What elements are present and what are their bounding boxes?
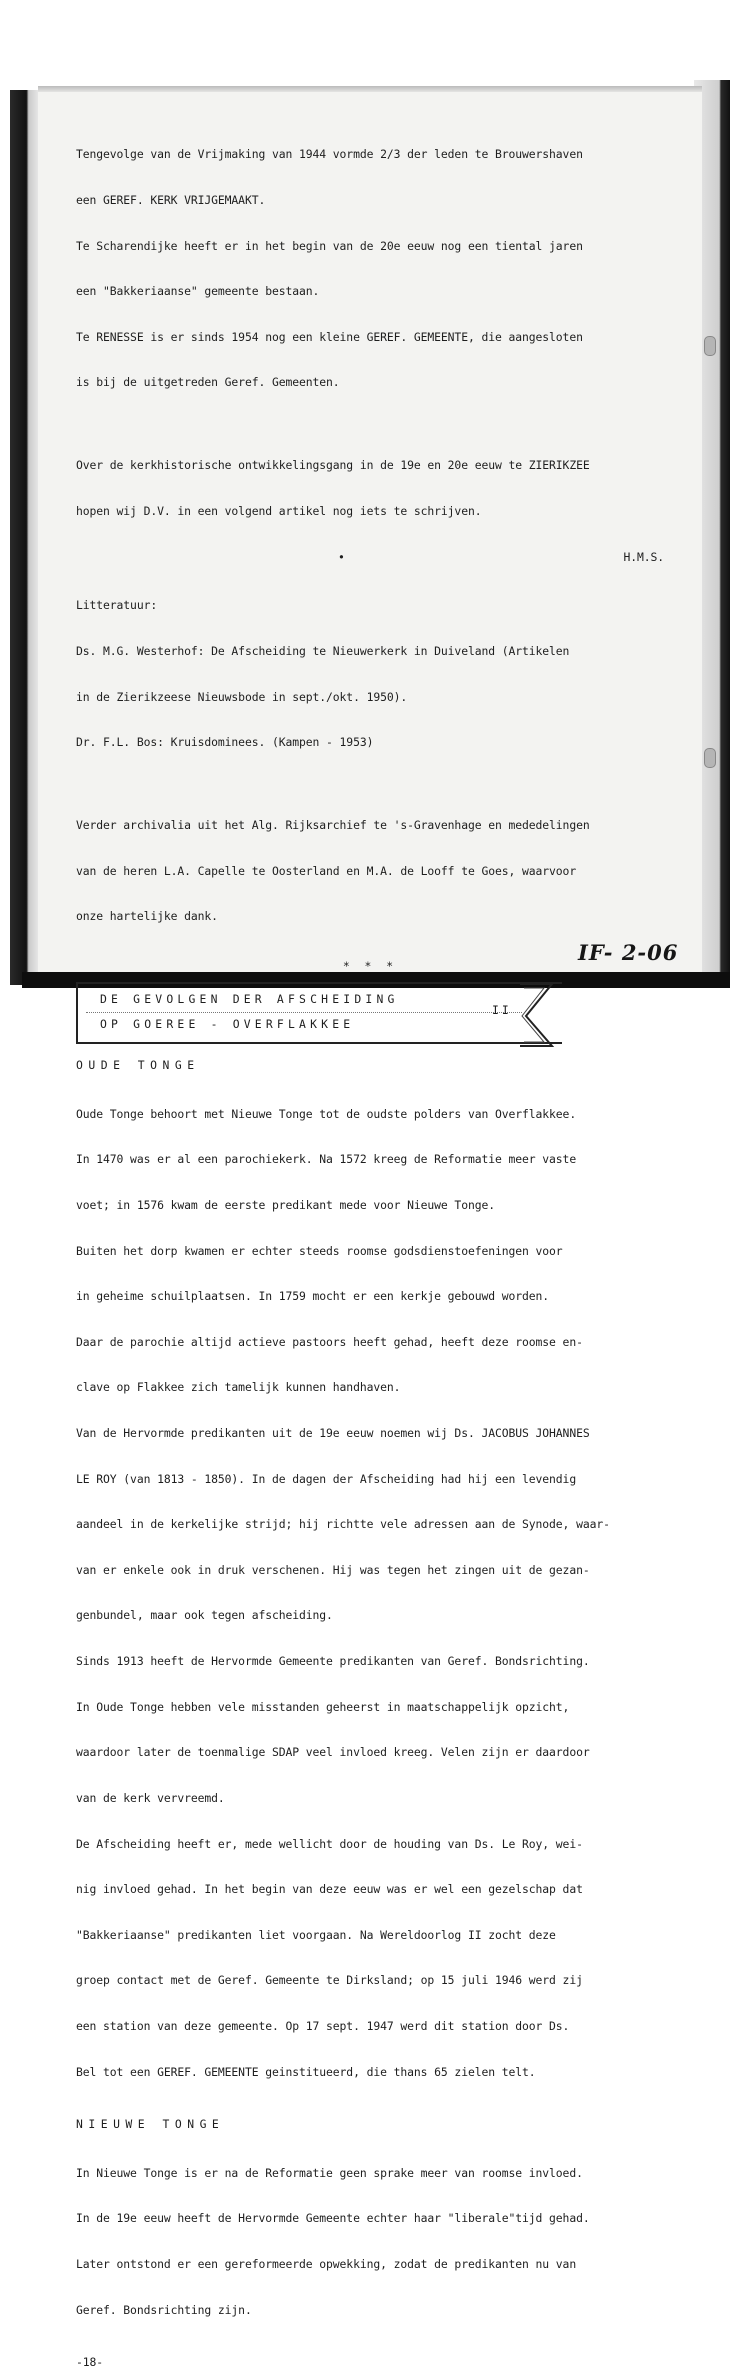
banner-title-line1: DE GEVOLGEN DER AFSCHEIDING xyxy=(100,992,399,1007)
text-line: is bij de uitgetreden Geref. Gemeenten. xyxy=(76,375,340,390)
text-line: Tengevolge van de Vrijmaking van 1944 vormde 2/3 der leden te Brouwershaven xyxy=(76,147,583,162)
text-line: van er enkele ook in druk verschenen. Hij was tegen het zingen uit de gezan- xyxy=(76,1562,590,1577)
text-line: Later ontstond er een gereformeerde opwekking, zodat de predikanten nu van xyxy=(76,2257,577,2272)
literature-entry: in de Zierikzeese Nieuwsbode in sept./okt. 1950). xyxy=(76,689,408,704)
signature-dot: • xyxy=(338,549,345,564)
text-line: onze hartelijke dank. xyxy=(76,909,218,924)
text-line: waardoor later de toenmalige SDAP veel invloed kreeg. Velen zijn er daardoor xyxy=(76,1745,590,1760)
paragraph-brouwershaven xyxy=(76,117,664,421)
literature-entry: Ds. M.G. Westerhof: De Afscheiding te Nieuwerkerk in Duiveland (Artikelen xyxy=(76,643,570,658)
binder-clip-bottom xyxy=(704,748,716,768)
text-line: een "Bakkeriaanse" gemeente bestaan. xyxy=(76,284,320,299)
author-signature: H.M.S. xyxy=(623,549,664,564)
text-line: clave op Flakkee zich tamelijk kunnen handhaven. xyxy=(76,1380,401,1395)
book-spine-left xyxy=(10,90,40,985)
text-line: De Afscheiding heeft er, mede wellicht door de houding van Ds. Le Roy, wei- xyxy=(76,1836,583,1851)
text-line: van de kerk vervreemd. xyxy=(76,1790,225,1805)
text-line: In 1470 was er al een parochiekerk. Na 1572 kreeg de Reformatie meer vaste xyxy=(76,1152,577,1167)
text-line: aandeel in de kerkelijke strijd; hij richtte vele adressen aan de Synode, waar- xyxy=(76,1517,610,1532)
page-number: -18- xyxy=(76,2355,104,2370)
section-heading-nieuwe-tonge: NIEUWE TONGE xyxy=(76,2117,225,2132)
literature-entry: Dr. F.L. Bos: Kruisdominees. (Kampen - 1953) xyxy=(76,735,374,750)
text-line: In Oude Tonge hebben vele misstanden geheerst in maatschappelijk opzicht, xyxy=(76,1699,570,1714)
text-line: Verder archivalia uit het Alg. Rijksarchief te 's-Gravenhage en mededelingen xyxy=(76,818,590,833)
text-line: voet; in 1576 kwam de eerste predikant mede voor Nieuwe Tonge. xyxy=(76,1198,495,1212)
text-line: Geref. Bondsrichting zijn. xyxy=(76,2302,252,2317)
text-line: een GEREF. KERK VRIJGEMAAKT. xyxy=(76,193,266,208)
literature-title: Litteratuur: xyxy=(76,598,158,613)
handwritten-archive-code: IF- 2-06 xyxy=(578,940,679,965)
text-line: van de heren L.A. Capelle te Oosterland en M.A. de Looff te Goes, waarvoor xyxy=(76,863,577,878)
banner-title-line2: OP GOEREE - OVERFLAKKEE xyxy=(100,1017,355,1032)
text-line: Te Scharendijke heeft er in het begin van de 20e eeuw nog een tiental jaren xyxy=(76,238,583,253)
text-line: Buiten het dorp kwamen er echter steeds roomse godsdienstoefeningen voor xyxy=(76,1243,563,1258)
section-body-oude-tonge xyxy=(76,1076,664,2110)
text-line: In Nieuwe Tonge is er na de Reformatie geen sprake meer van roomse invloed. xyxy=(76,2165,583,2180)
text-line: in geheime schuilplaatsen. In 1759 mocht er een kerkje gebouwd worden. xyxy=(76,1289,550,1304)
text-line: LE ROY (van 1813 - 1850). In de dagen der Afscheiding had hij een levendig xyxy=(76,1471,577,1486)
section-body-nieuwe-tonge xyxy=(76,2135,664,2348)
text-line: Van de Hervormde predikanten uit de 19e eeuw noemen wij Ds. JACOBUS JOHANNES xyxy=(76,1426,590,1441)
banner-part-number: II xyxy=(492,1003,512,1018)
text-line: In de 19e eeuw heeft de Hervormde Gemeente echter haar "liberale"tijd gehad. xyxy=(76,2211,590,2226)
text-line: hopen wij D.V. in een volgend artikel nog iets te schrijven. xyxy=(76,504,482,519)
literature-list xyxy=(76,568,664,781)
text-line: Te RENESSE is er sinds 1954 nog een kleine GEREF. GEMEENTE, die aangesloten xyxy=(76,329,583,344)
paragraph-zierikzee xyxy=(76,428,664,550)
section-divider-stars: * * * xyxy=(342,958,398,973)
banner-dotted-divider xyxy=(86,1012,522,1013)
page-content xyxy=(76,117,664,2370)
article-title-banner xyxy=(76,982,562,1044)
text-line: Bel tot een GEREF. GEMEENTE geinstitueerd, die thans 65 zielen telt. xyxy=(76,2064,536,2079)
signature-row xyxy=(76,550,664,565)
binder-clip-top xyxy=(704,336,716,356)
section-heading-oude-tonge: OUDE TONGE xyxy=(76,1058,200,1073)
text-line: Daar de parochie altijd actieve pastoors heeft gehad, heeft deze roomse en- xyxy=(76,1334,583,1349)
paragraph-archive xyxy=(76,788,664,955)
text-line: Over de kerkhistorische ontwikkelingsgang in de 19e en 20e eeuw te ZIERIKZEE xyxy=(76,458,590,473)
text-line: nig invloed gehad. In het begin van deze eeuw was er wel een gezelschap dat xyxy=(76,1882,583,1897)
text-line: Sinds 1913 heeft de Hervormde Gemeente predikanten van Geref. Bondsrichting. xyxy=(76,1654,590,1669)
text-line: genbundel, maar ook tegen afscheiding. xyxy=(76,1608,333,1623)
banner-arrow-icon xyxy=(518,978,556,1048)
text-line: "Bakkeriaanse" predikanten liet voorgaan. Na Wereldoorlog II zocht deze xyxy=(76,1927,556,1942)
text-line: Oude Tonge behoort met Nieuwe Tonge tot de oudste polders van Overflakkee. xyxy=(76,1106,577,1121)
text-line: een station van deze gemeente. Op 17 sept. 1947 werd dit station door Ds. xyxy=(76,2018,570,2033)
text-line: groep contact met de Geref. Gemeente te Dirksland; op 15 juli 1946 werd zij xyxy=(76,1973,583,1988)
